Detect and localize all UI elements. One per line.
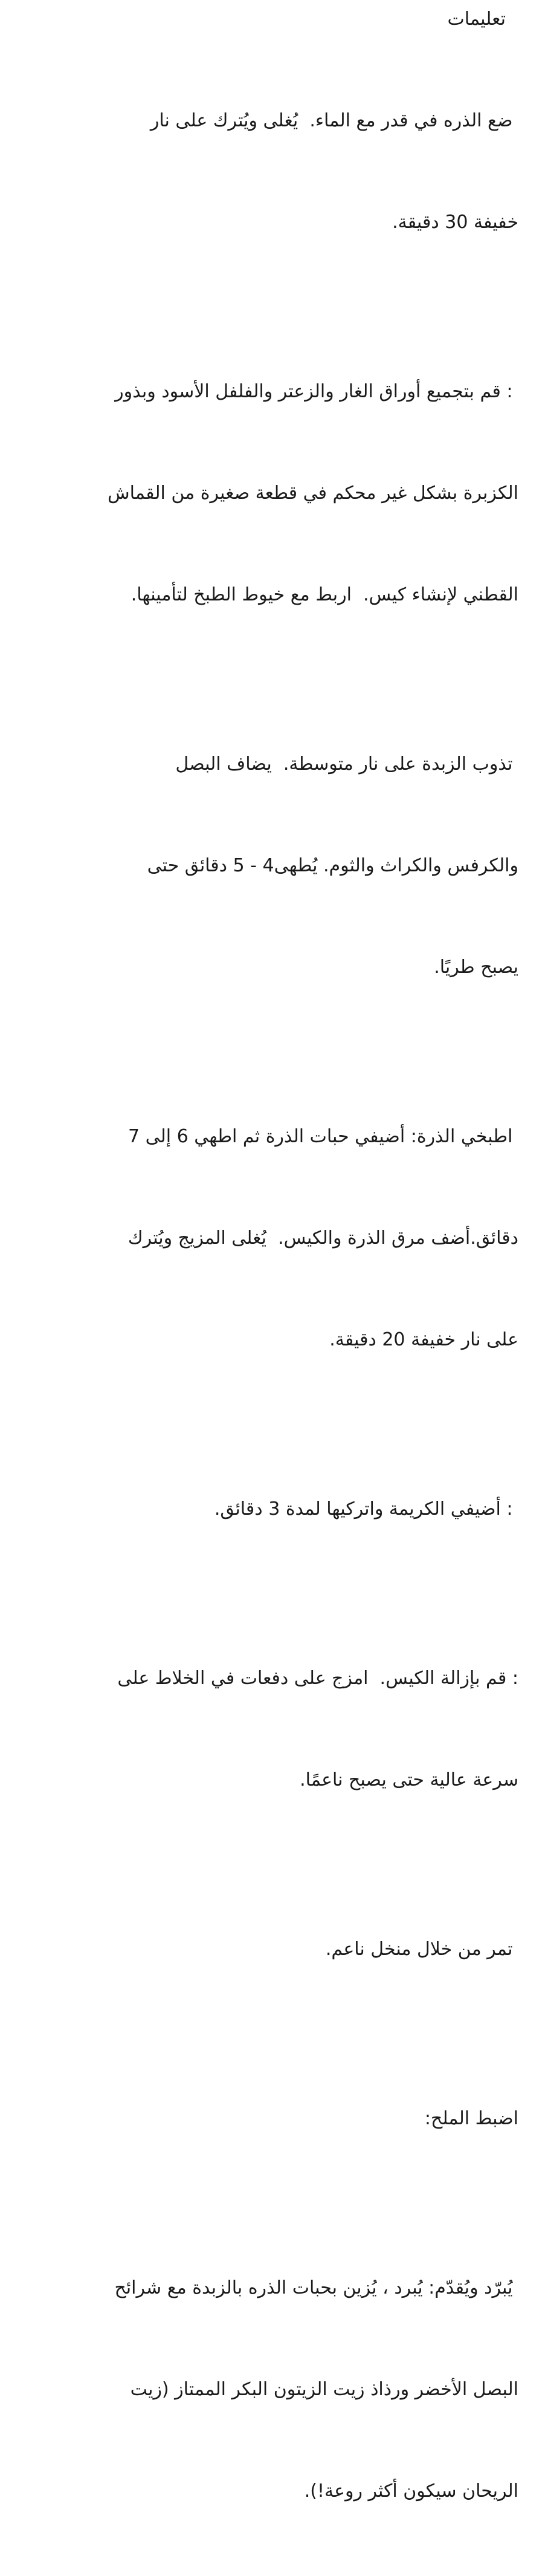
text-line: والكرفس والكراث والثوم. يُطهى4 - 5 دقائق حتى (147, 855, 518, 876)
step-chill-serve (0, 2204, 518, 2576)
text-line: تذوب الزبدة على نار متوسطة. يضاف البصل (175, 753, 518, 775)
step-simmer-corn (0, 36, 518, 307)
step-saute-vegetables (0, 680, 518, 1052)
step-add-cream (0, 1425, 518, 1594)
text-line: خفيفة 30 دقيقة. (392, 212, 518, 233)
text-line: يصبح طريًا. (434, 957, 518, 978)
text-line: تمر من خلال منخل ناعم. (325, 1939, 518, 1960)
text-line: اطبخي الذرة: أضيفي حبات الذرة ثم اطهي 6 إلى 7 (127, 1126, 518, 1147)
text-line: الريحان سيكون أكثر روعة!). (304, 2480, 518, 2502)
text-line: القطني لإنشاء كيس. اربط مع خيوط الطبخ لتأمينها. (131, 584, 518, 605)
step-cook-corn (0, 1052, 518, 1425)
instructions-title: تعليمات (447, 8, 506, 30)
text-line: الكزبرة بشكل غير محكم في قطعة صغيرة من القماش (108, 483, 518, 504)
text-line: البصل الأخضر ورذاذ زيت الزيتون البكر الممتاز (زيت (130, 2379, 518, 2400)
text-line: يُبرّد ويُقدّم: يُبرد ، يُزين بحبات الذره بالزبدة مع شرائح (114, 2277, 518, 2298)
text-line: اضبط الملح: (424, 2108, 518, 2129)
text-line: دقائق.أضف مرق الذرة والكيس. يُغلى المزيج ويُترك (127, 1228, 518, 1249)
text-line: سرعة عالية حتى يصبح ناعمًا. (300, 1769, 518, 1791)
text-line: : قم بتجميع أوراق الغار والزعتر والفلفل الأسود وبذور (115, 381, 518, 402)
text-line: : قم بإزالة الكيس. امزج على دفعات في الخلاط على (117, 1668, 518, 1689)
step-season (0, 2034, 518, 2204)
text-line: على نار خفيفة 20 دقيقة. (329, 1329, 518, 1350)
step-blend (0, 1594, 518, 1865)
text-line: : أضيفي الكريمة واتركيها لمدة 3 دقائق. (214, 1498, 518, 1520)
step-herb-sachet (0, 307, 518, 680)
step-strain (0, 1865, 518, 2034)
text-line: ضع الذره في قدر مع الماء. يُغلى ويُترك على نار (150, 110, 518, 131)
